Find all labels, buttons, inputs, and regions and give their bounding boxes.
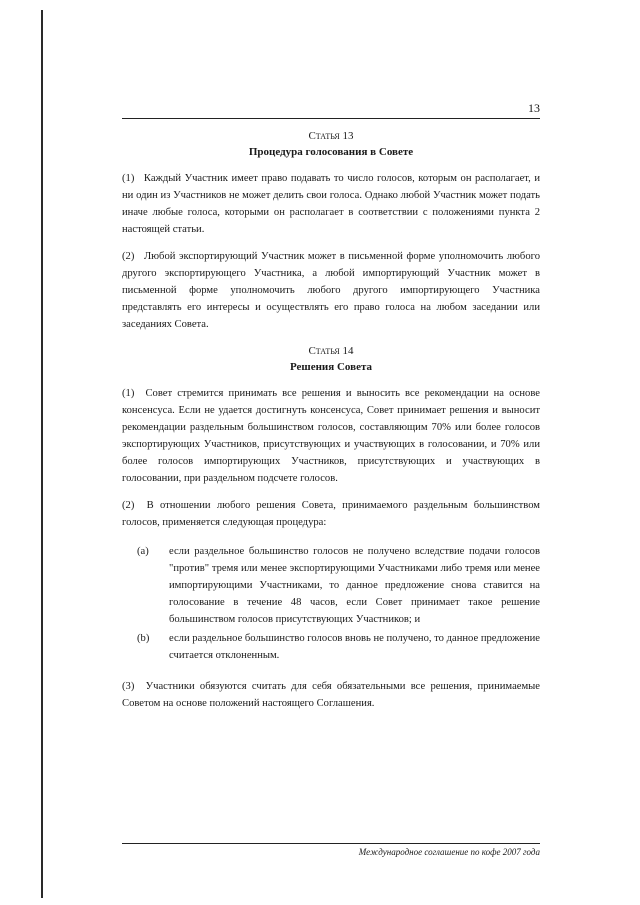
paragraph-text: Совет стремится принимать все решения и выносить все рекомендации на основе консенсуса. Если не удается достигнуть консенсуса, Совет принимает решения и выносит рекомендации раздельным большинством голосов, составляющим 70% или более голосов экспортирующих Участников, присутствующих и участвующих в голосовании, и 70% или более голосов импортирующих Участников, присутствующих и участвующих в голосовании, при раздельном подсчете голосов. [122, 388, 540, 484]
article-14-heading: Решения Совета [289, 361, 373, 373]
paragraph-number: (1) [122, 388, 135, 399]
footer-document-title: Международное соглашение по кофе 2007 года [358, 847, 540, 857]
article-14-title: Статья 14 [308, 345, 354, 357]
paragraph-text: Каждый Участник имеет право подавать то число голосов, которым он располагает, и ни один из Участников не может делить свои голоса. Однако любой Участник может подать иначе любые голоса, которыми он располагает в соответствии с положениями пункта 2 настоящей статьи. [122, 173, 540, 235]
article-14-paragraph-3 [122, 678, 540, 712]
subitem-a [122, 543, 540, 628]
document-body [122, 128, 540, 722]
procedure-subitems [122, 543, 540, 664]
subitem-text: если раздельное большинство голосов не получено вследствие подачи голосов "против" тремя или менее экспортирующими Участниками либо тремя или менее импортирующими Участниками, то данное предложение снова ставится на голосование в течение 48 часов, если Совет принимает такое решение большинством голосов присутствующих Участников; и [169, 546, 540, 625]
paragraph-text: Участники обязуются считать для себя обязательными все решения, принимаемые Советом на основе положений настоящего Соглашения. [122, 681, 540, 709]
header-rule [122, 118, 540, 119]
footer-rule [122, 843, 540, 844]
article-13-paragraph-1 [122, 170, 540, 238]
article-13-paragraph-2 [122, 248, 540, 333]
article-13-heading: Процедура голосования в Совете [248, 146, 414, 158]
paragraph-text: В отношении любого решения Совета, принимаемого раздельным большинством голосов, применяется следующая процедура: [122, 500, 540, 528]
page-number: 13 [528, 101, 540, 115]
article-13-title: Статья 13 [308, 130, 354, 142]
paragraph-text: Любой экспортирующий Участник может в письменной форме уполномочить любого другого экспортирующего Участника, а любой импортирующий Участник может в письменной форме уполномочить любого другого импортирующего Участника представлять его интересы и осуществлять его право голоса на любом заседании или заседаниях Совета. [122, 251, 540, 330]
binding-edge-line [41, 10, 43, 898]
paragraph-number: (3) [122, 681, 135, 692]
article-14-paragraph-2 [122, 497, 540, 531]
subitem-label: (a) [137, 546, 149, 557]
subitem-label: (b) [137, 633, 150, 644]
paragraph-number: (2) [122, 500, 135, 511]
paragraph-number: (1) [122, 173, 135, 184]
article-14-paragraph-1 [122, 385, 540, 487]
paragraph-number: (2) [122, 251, 135, 262]
subitem-text: если раздельное большинство голосов вновь не получено, то данное предложение считается отклоненным. [169, 633, 540, 661]
subitem-b [122, 630, 540, 664]
